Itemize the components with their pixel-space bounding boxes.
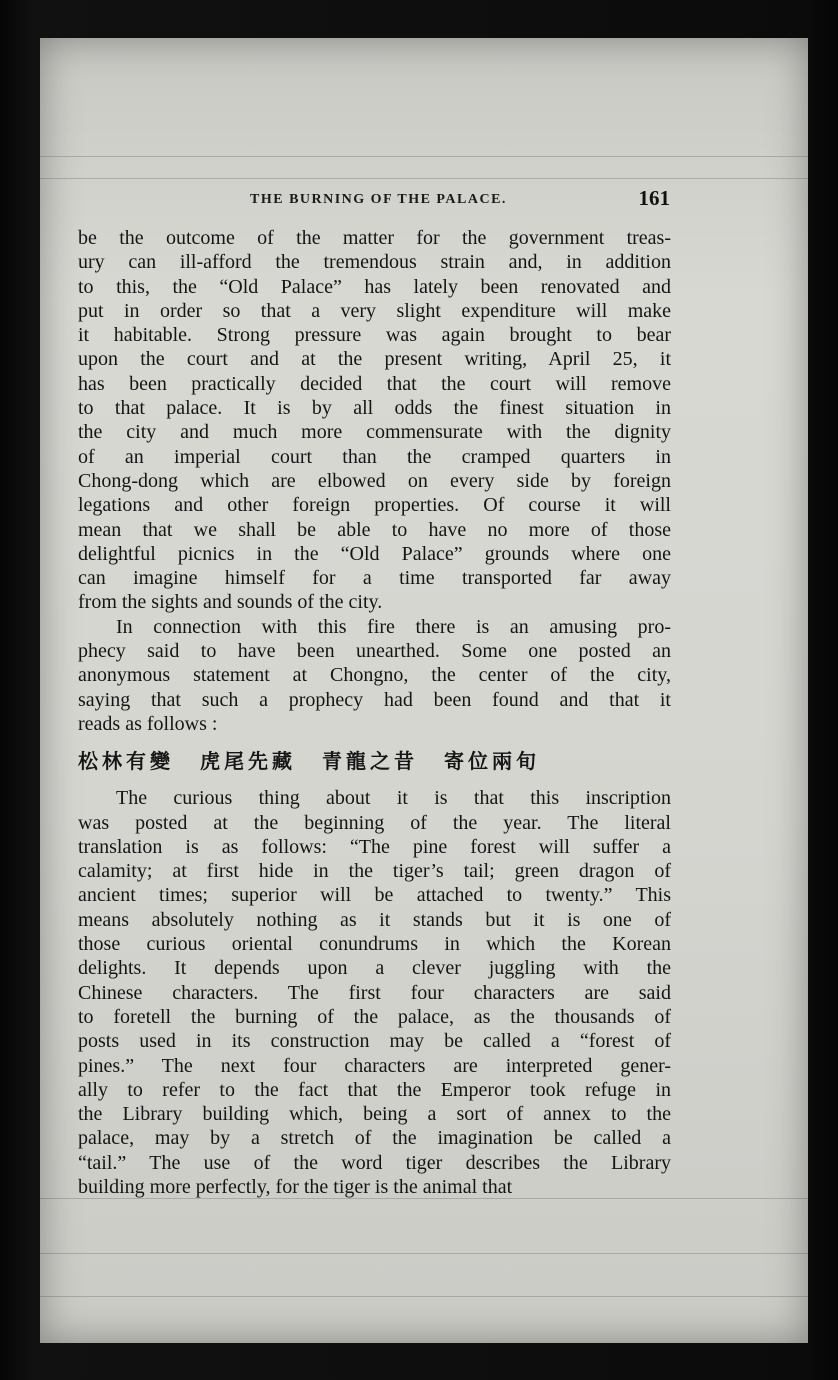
text-line: The curious thing about it is that this inscription [116,787,671,810]
text-line: delights. It depends upon a clever juggling with the [78,957,671,980]
scan-line [40,178,808,179]
text-line: upon the court and at the present writing, April 25, it [78,348,671,371]
text-line: can imagine himself for a time transported far away [78,567,671,590]
text-line: means absolutely nothing as it stands but it is one of [78,908,671,931]
text-line: posts used in its construction may be called a “forest of [78,1030,671,1053]
text-line: the city and much more commensurate with the dignity [78,421,671,444]
text-line: has been practically decided that the court will remove [78,372,671,395]
text-line: from the sights and sounds of the city. [78,591,383,614]
paragraph-2 [78,615,671,736]
text-line: ally to refer to the fact that the Emperor took refuge in [78,1078,671,1101]
text-line: legations and other foreign properties. Of course it will [78,494,671,517]
scan-line [40,156,808,157]
scanned-page [40,38,808,1343]
running-title: THE BURNING OF THE PALACE. [250,192,507,207]
text-line: calamity; at first hide in the tiger’s tail; green dragon of [78,860,671,883]
chinese-inscription [78,736,671,786]
text-line: Chong-dong which are elbowed on every side by foreign [78,469,671,492]
text-line: it habitable. Strong pressure was again brought to bear [78,324,671,347]
scan-line [40,1296,808,1297]
text-line: ancient times; superior will be attached to twenty.” This [78,884,671,907]
text-line: anonymous statement at Chongno, the center of the city, [78,664,671,687]
paragraph-1 [78,226,671,615]
text-line: those curious oriental conundrums in which the Korean [78,933,671,956]
text-line: to foretell the burning of the palace, as the thousands of [78,1005,671,1028]
inscription-group: 松林有變 [78,749,174,774]
text-line: Chinese characters. The first four characters are said [78,981,671,1004]
text-line: to this, the “Old Palace” has lately been renovated and [78,275,671,298]
text-line: In connection with this fire there is an amusing pro- [116,615,671,638]
scan-line [40,1253,808,1254]
text-line: was posted at the beginning of the year. The literal [78,811,671,834]
text-line: building more perfectly, for the tiger is the animal that [78,1175,513,1198]
text-line: ury can ill-afford the tremendous strain and, in addition [78,251,671,274]
text-line: mean that we shall be able to have no more of those [78,518,671,541]
text-line: the Library building which, being a sort of annex to the [78,1103,671,1126]
inscription-group: 虎尾先藏 [200,749,296,774]
inscription-group: 青龍之昔 [322,749,418,774]
text-line: translation is as follows: “The pine forest will suffer a [78,835,671,858]
inscription-group: 寄位兩旬 [444,749,540,774]
text-line: palace, may by a stretch of the imagination be called a [78,1127,671,1150]
page-header [80,188,670,212]
text-line: reads as follows : [78,712,218,735]
text-line: put in order so that a very slight expenditure will make [78,299,671,322]
text-line: pines.” The next four characters are interpreted gener- [78,1054,671,1077]
page-number: 161 [638,186,670,210]
text-line: “tail.” The use of the word tiger describes the Library [78,1151,671,1174]
text-line: delightful picnics in the “Old Palace” grounds where one [78,542,671,565]
text-line: be the outcome of the matter for the government treas- [78,227,671,249]
text-line: to that palace. It is by all odds the finest situation in [78,397,671,420]
body-text [78,226,671,1199]
paragraph-3 [78,786,671,1199]
text-line: phecy said to have been unearthed. Some one posted an [78,640,671,663]
text-line: saying that such a prophecy had been found and that it [78,688,671,711]
text-line: of an imperial court than the cramped quarters in [78,445,671,468]
